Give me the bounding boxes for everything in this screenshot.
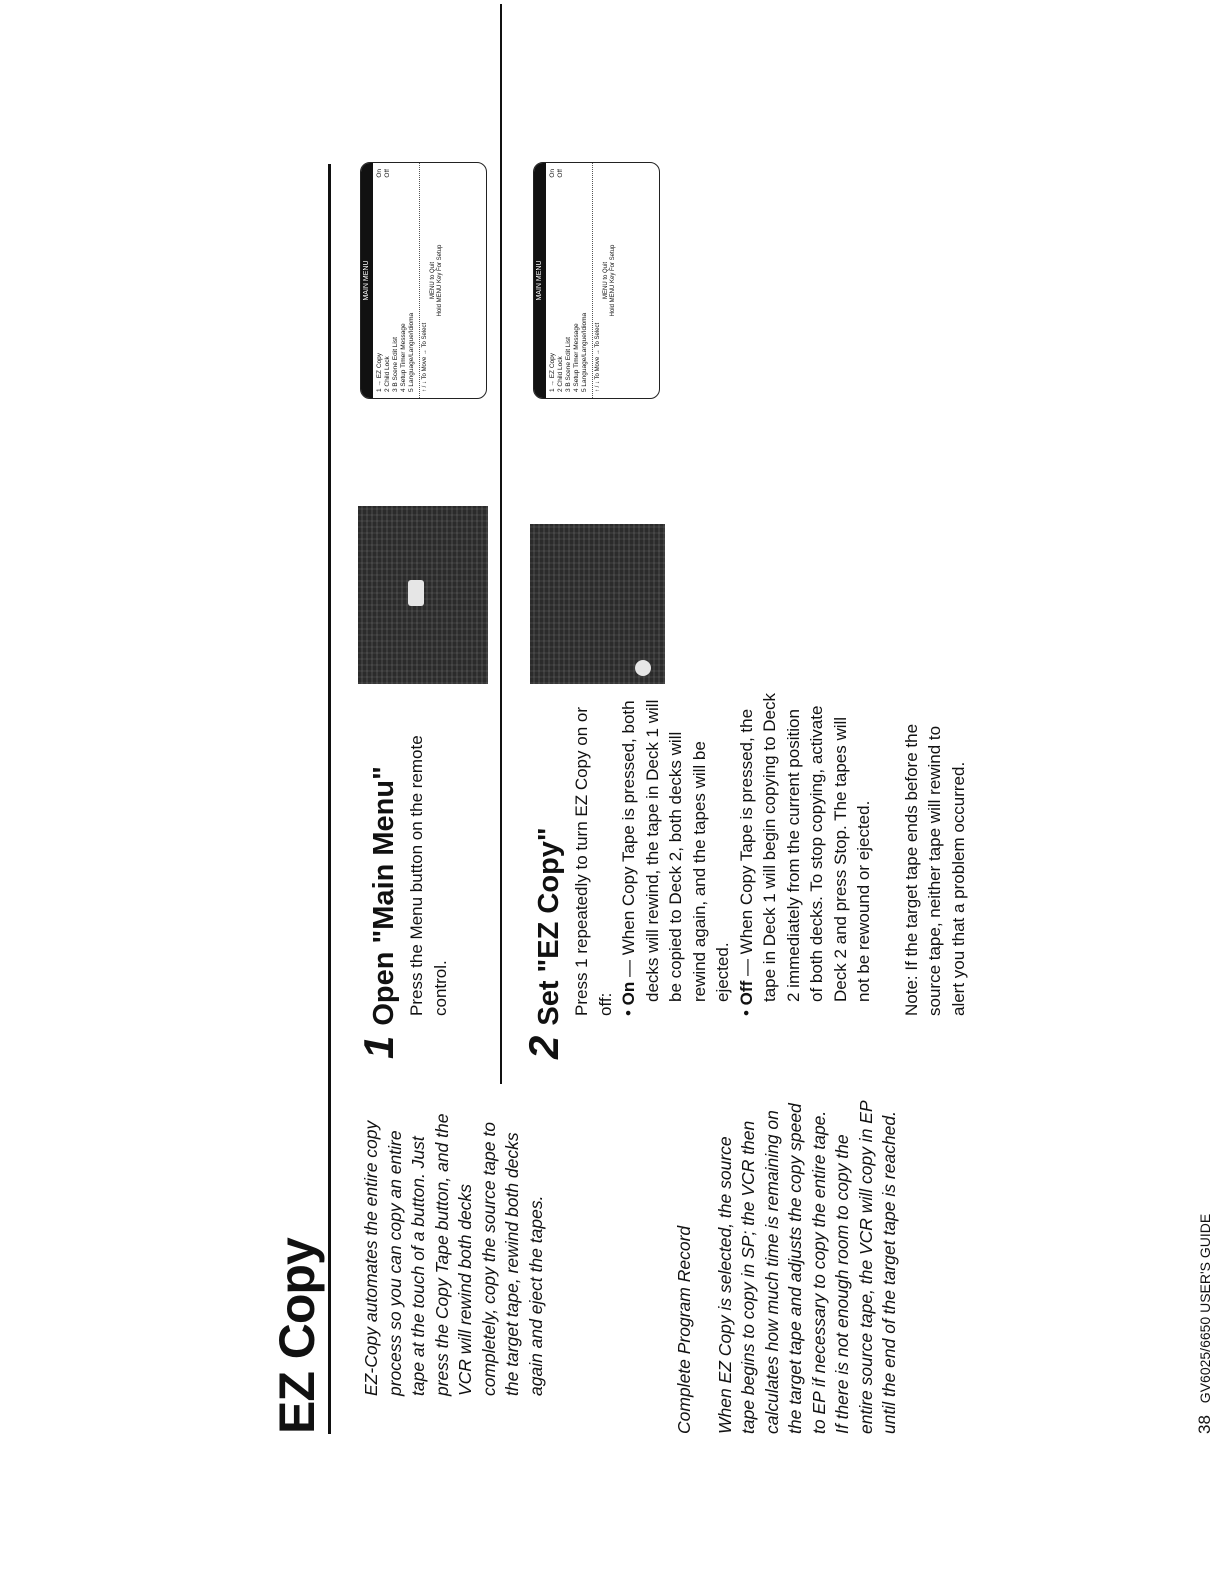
step1-number: 1 (355, 1035, 402, 1059)
step2-title: Set "EZ Copy" (533, 827, 565, 1026)
sidebar-intro (360, 1096, 548, 1396)
cpr-heading: Complete Program Record (673, 1225, 694, 1434)
menu-item: 5 Language/Langue/Idioma (408, 312, 415, 392)
menu-header: MAIN MENU (361, 163, 373, 398)
menu-header: MAIN MENU (534, 163, 546, 398)
page-title: EZ Copy (269, 1238, 325, 1434)
title-rule (328, 164, 331, 1434)
menu-item: 4 Setup Timer Message (573, 323, 580, 392)
sidebar-cpr (655, 1099, 919, 1434)
menu-item: 1 → EZ Copy On (549, 169, 556, 392)
step-divider (500, 4, 502, 1084)
menu-item: 2 Child Lock Off (384, 169, 391, 392)
step1-body (405, 686, 452, 1016)
menu-item: 1 → EZ Copy On (376, 169, 383, 392)
page-footer (1195, 1214, 1215, 1434)
button-1-highlight (635, 660, 651, 676)
step2-note: Note: If the target tape ends before the source tape, neither tape will rewind to alert you that a problem occurred. (901, 723, 968, 1016)
menu-screen-1 (360, 162, 487, 399)
menu-hints: ↑ / ↓ To Move → To Select MENU to Quit Hold MENU Key For Setup (592, 163, 620, 398)
step1-header (355, 766, 403, 1059)
menu-item: 2 Child Lock Off (557, 169, 564, 392)
menu-hints: ↑ / ↓ To Move → To Select MENU to Quit Hold MENU Key For Setup (419, 163, 447, 398)
step2-text: Press 1 repeatedly to turn EZ Copy on or off: (572, 707, 615, 1016)
intro-text: EZ-Copy automates the entire copy process so you can copy an entire tape at the touch of a button. Just press the Copy Tape button, and the VCR will rewind both decks completely, copy the source tape to the target tape, rewind both decks again and eject the tapes. (361, 1113, 546, 1396)
remote-photo-2 (530, 524, 665, 684)
menu-item: 5 Language/Langue/Idioma (581, 312, 588, 392)
step2-header (520, 827, 568, 1059)
page-number: 38 (1195, 1415, 1214, 1434)
step2-off-bullet: • Off — When Copy Tape is pressed, the tape in Deck 1 will begin copying to Deck 2 immediately from the current position of both decks. To stop copying, activate Deck 2 and press Stop. The tapes will not be rewound or ejected. (736, 693, 873, 1016)
cpr-text: When EZ Copy is selected, the source tape begins to copy in SP; the VCR then calculates how much time is remaining on the target tape and adjusts the copy speed to EP if necessary to copy the entire tape. If there is not enough room to copy the entire source tape, the VCR will copy in EP until the end of the target tape is reached. (714, 1101, 899, 1434)
menu-item: 3 B Scene Edit List (565, 337, 572, 392)
step1-title: Open "Main Menu" (368, 766, 400, 1026)
menu-item: 4 Setup Timer Message (400, 323, 407, 392)
menu-button-highlight (408, 580, 424, 606)
step2-number: 2 (520, 1035, 567, 1059)
remote-photo-1 (358, 506, 488, 684)
menu-item: 3 B Scene Edit List (392, 337, 399, 392)
menu-screen-2 (533, 162, 660, 399)
guide-title: GV6025/6650 USER'S GUIDE (1197, 1213, 1213, 1404)
menu-list (546, 163, 592, 398)
step2-body (570, 691, 970, 1016)
step1-text: Press the Menu button on the remote control. (407, 735, 450, 1016)
menu-list (373, 163, 419, 398)
step2-on-bullet: • On — When Copy Tape is pressed, both decks will rewind, the tape in Deck 1 will be copied to Deck 2, both decks will rewind again, and the tapes will be ejected. (619, 699, 732, 1016)
